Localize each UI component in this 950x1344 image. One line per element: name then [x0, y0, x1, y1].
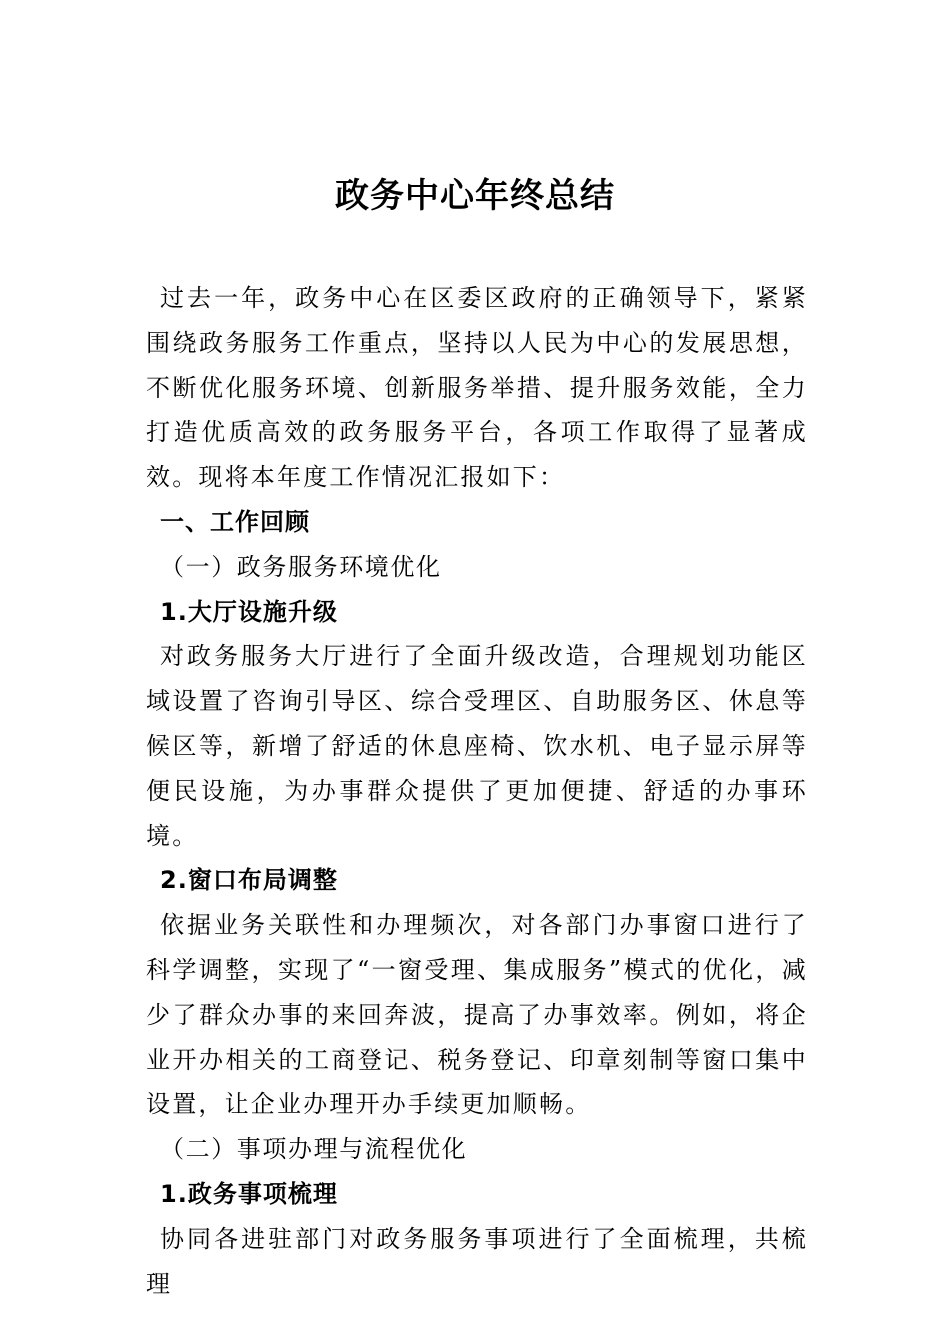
item-heading-window-layout: 2.窗口布局调整	[160, 866, 338, 895]
section-heading-review: 一、工作回顾	[160, 507, 310, 536]
subsection-heading-environment: （一）政务服务环境优化	[160, 552, 442, 581]
paragraph-hall-upgrade: 对政务服务大厅进行了全面升级改造，合理规划功能区域设置了咨询引导区、综合受理区、自助服务区、休息等候区等，新增了舒适的休息座椅、饮水机、电子显示屏等便民设施，为办事群众提供了更加便捷、舒适的办事环境。	[146, 642, 808, 850]
paragraph-window-layout: 依据业务关联性和办理频次，对各部门办事窗口进行了科学调整，实现了“一窗受理、集成服务”模式的优化，减少了群众办事的来回奔波，提高了办事效率。例如，将企业开办相关的工商登记、税务登记、印章刻制等窗口集中设置，让企业办理开办手续更加顺畅。	[146, 911, 808, 1119]
document-title: 政务中心年终总结	[335, 176, 615, 216]
paragraph-matters-review: 协同各进驻部门对政务服务事项进行了全面梳理，共梳理	[146, 1224, 808, 1298]
subsection-heading-process: （二）事项办理与流程优化	[160, 1135, 468, 1164]
document-body	[146, 276, 808, 1306]
intro-paragraph: 过去一年，政务中心在区委区政府的正确领导下，紧紧围绕政务服务工作重点，坚持以人民为中心的发展思想，不断优化服务环境、创新服务举措、提升服务效能，全力打造优质高效的政务服务平台，各项工作取得了显著成效。现将本年度工作情况汇报如下：	[146, 284, 808, 492]
item-heading-hall-upgrade: 1.大厅设施升级	[160, 597, 338, 626]
item-heading-matters-review: 1.政务事项梳理	[160, 1179, 338, 1208]
